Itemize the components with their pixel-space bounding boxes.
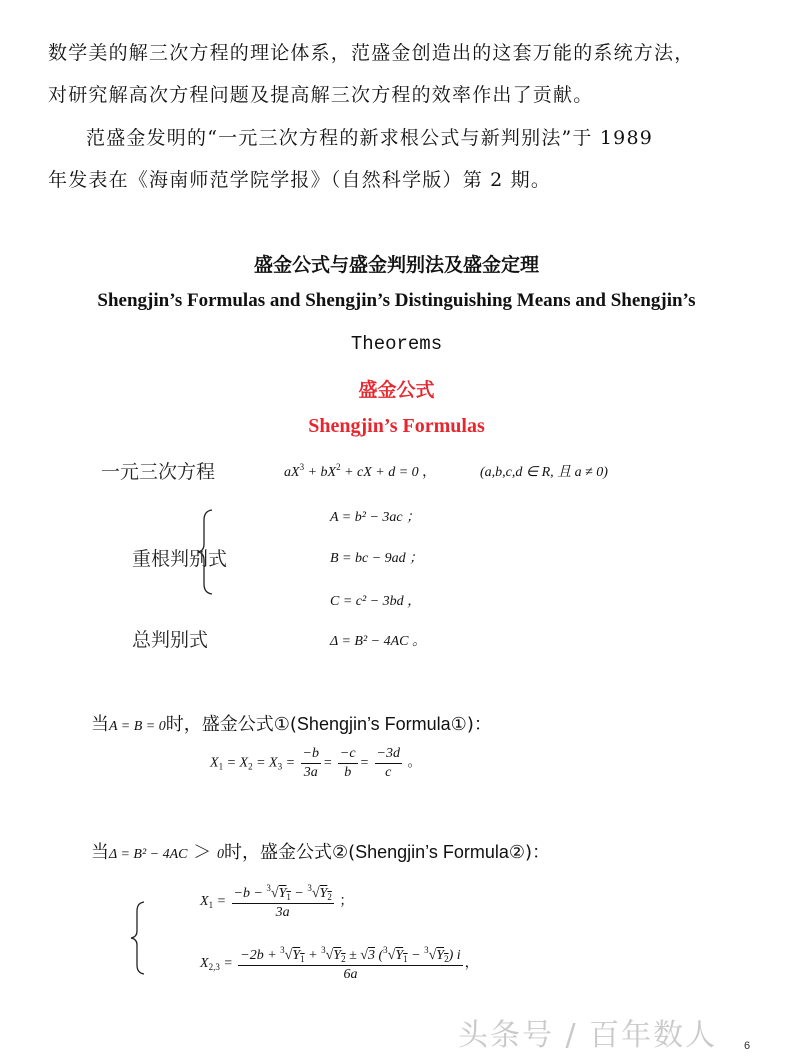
equation-label: 一元三次方程 <box>101 461 216 483</box>
section-title-en: Shengjin’s Formulas and Shengjin’s Distinguishing Means and Shengjin’s <box>97 290 696 311</box>
discriminant-a: A = b² − 3ac ； <box>330 510 421 525</box>
formula2-name: Shengjin’s Formula② <box>355 842 526 862</box>
discriminant-delta: Δ = B² − 4AC 。 <box>330 634 426 649</box>
formula2-root1: $X_1$ = $\frac{-b - ^3√Y_1 - ^3√Y_2}{3a}$ ； <box>200 883 354 920</box>
section-title-cn: 盛金公式与盛金判别法及盛金定理 <box>253 254 539 276</box>
formula2-condition: Δ = B² − 4AC <box>109 847 188 862</box>
section-title-en-cont: Theorems <box>350 333 443 355</box>
formula1-prefix: 当 <box>91 714 109 735</box>
formula2-suffix: )： <box>525 842 551 863</box>
formula1-expression: $X_1 = X_2 = X_3$ = $\frac{-b}{3a}$ = $\frac{-c}{b}$ = $\frac{-3d}{c}$ 。 <box>210 746 422 780</box>
formula1-suffix: )： <box>466 714 492 735</box>
equation-condition: (a,b,c,d ∈ R, 且 a ≠ 0) <box>480 465 608 480</box>
formula2-mid: 时，盛金公式②( <box>223 842 356 863</box>
discriminant-c: C = c² − 3bd ， <box>330 594 422 609</box>
watermark: 头条号 / 百年数人 <box>458 1018 718 1053</box>
paragraph-line: 数学美的解三次方程的理论体系，范盛金创造出的这套万能的系统方法， <box>48 42 695 64</box>
total-discriminant-label: 总判别式 <box>132 629 209 651</box>
repeated-root-label: 重根判别式 <box>132 548 228 570</box>
paragraph-line: 对研究解高次方程问题及提高解三次方程的效率作出了贡献。 <box>48 84 594 106</box>
formula2-root23: $X_{2,3}$ = $\frac{-2b + ^3√Y_1 + ^3√Y_2 \pm √3 (^3√Y_1 - ^3√Y_2) i}{6a}$ ， <box>200 945 479 982</box>
formula1-condition: A = B = 0 <box>109 719 166 734</box>
formula2-intro: 当Δ = B² − 4AC ＞ 0时，盛金公式②(Shengjin’s Formula②)： <box>91 842 551 863</box>
page-number: 6 <box>744 1040 751 1052</box>
formula1-mid: 时，盛金公式①( <box>165 714 297 735</box>
formula1-name: Shengjin’s Formula① <box>296 714 467 734</box>
cubic-equation: $aX^3 + bX^2$ + cX + d = 0 ， <box>284 462 437 480</box>
subtitle-cn: 盛金公式 <box>358 379 435 401</box>
subtitle-en: Shengjin’s Formulas <box>308 415 485 437</box>
formula2-prefix: 当 <box>91 842 109 863</box>
left-brace <box>128 900 152 976</box>
discriminant-b: B = bc − 9ad ； <box>330 551 424 566</box>
paragraph-line: 年发表在《海南师范学院学报》（自然科学版）第 2 期。 <box>48 169 552 191</box>
formula1-intro <box>91 710 492 736</box>
paragraph-line: 范盛金发明的“一元三次方程的新求根公式与新判别法”于 1989 <box>86 127 654 149</box>
